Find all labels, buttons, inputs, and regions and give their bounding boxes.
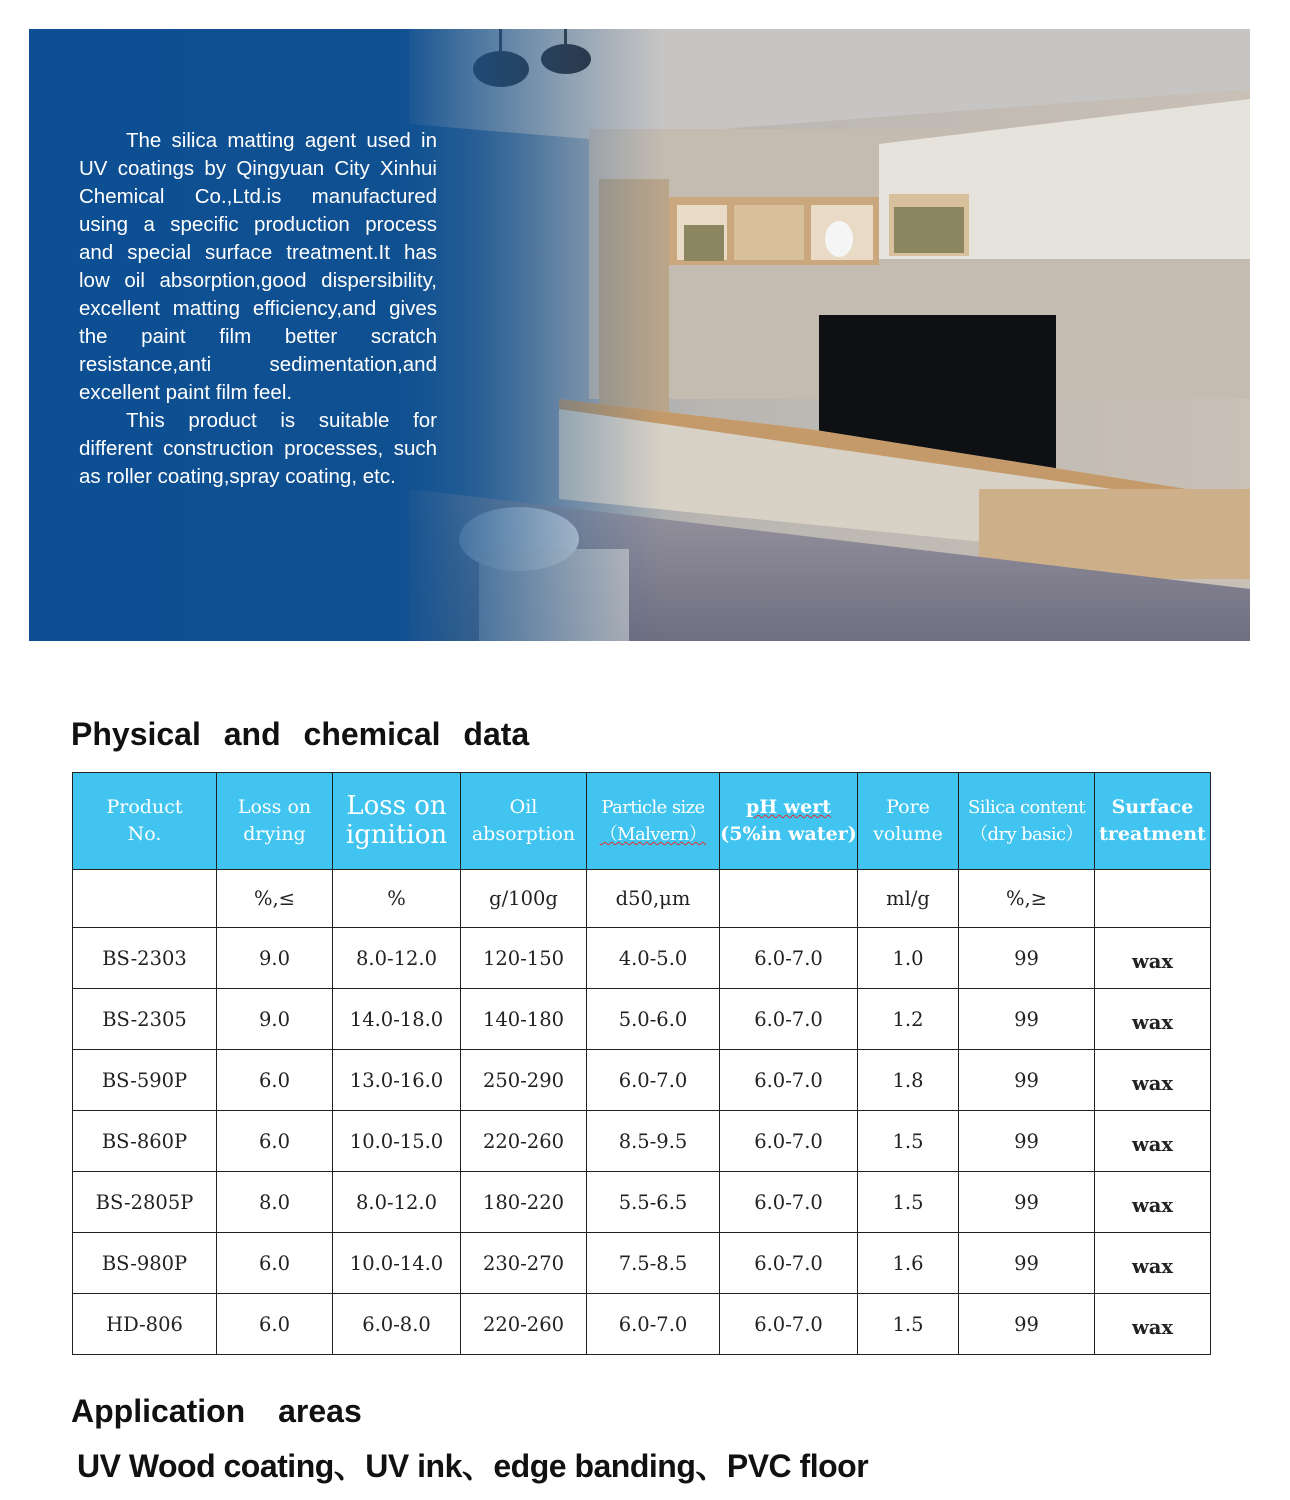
cell-particle: 6.0-7.0 [587,1294,720,1355]
cell-particle: 8.5-9.5 [587,1111,720,1172]
unit-cell: d50,μm [587,870,720,928]
unit-cell: %,≤ [217,870,333,928]
cell-loss-ignition: 8.0-12.0 [333,1172,461,1233]
cell-surface: wax [1095,928,1211,989]
cell-oil: 140-180 [461,989,587,1050]
col-header-surface-treatment: Surface treatment [1095,773,1211,870]
cell-product: BS-980P [73,1233,217,1294]
hero-banner [29,29,1250,641]
table-row [73,1294,1211,1355]
cell-product: BS-2305 [73,989,217,1050]
cell-ph: 6.0-7.0 [720,989,858,1050]
cell-ph: 6.0-7.0 [720,928,858,989]
cell-loss-ignition: 10.0-15.0 [333,1111,461,1172]
table-row [73,1111,1211,1172]
cell-loss-ignition: 10.0-14.0 [333,1233,461,1294]
cell-particle: 7.5-8.5 [587,1233,720,1294]
cell-particle: 6.0-7.0 [587,1050,720,1111]
cell-loss-drying: 8.0 [217,1172,333,1233]
cell-surface: wax [1095,989,1211,1050]
cell-surface: wax [1095,1294,1211,1355]
cell-loss-ignition: 6.0-8.0 [333,1294,461,1355]
cell-pore: 1.5 [858,1294,959,1355]
col-header-loss-on-ignition: Loss on ignition [333,773,461,870]
unit-cell: g/100g [461,870,587,928]
cell-loss-ignition: 14.0-18.0 [333,989,461,1050]
col-header-loss-on-drying: Loss on drying [217,773,333,870]
physical-chemical-table [72,772,1211,1355]
col-header-product-no: Product No. [73,773,217,870]
cell-product: HD-806 [73,1294,217,1355]
cell-loss-drying: 9.0 [217,989,333,1050]
cell-oil: 180-220 [461,1172,587,1233]
cell-ph: 6.0-7.0 [720,1172,858,1233]
cell-oil: 250-290 [461,1050,587,1111]
col-header-particle-size: Particle size （Malvern） [587,773,720,870]
unit-cell [1095,870,1211,928]
cell-silica: 99 [959,928,1095,989]
table-row [73,928,1211,989]
table-header-row [73,773,1211,870]
cell-product: BS-860P [73,1111,217,1172]
cell-particle: 4.0-5.0 [587,928,720,989]
col-header-ph: pH wert (5%in water) [720,773,858,870]
cell-pore: 1.8 [858,1050,959,1111]
cell-silica: 99 [959,989,1095,1050]
cell-loss-drying: 9.0 [217,928,333,989]
cell-product: BS-590P [73,1050,217,1111]
cell-silica: 99 [959,1233,1095,1294]
cell-silica: 99 [959,1111,1095,1172]
table-row [73,989,1211,1050]
cell-silica: 99 [959,1172,1095,1233]
intro-paragraph-2: This product is suitable for different construction processes, such as roller coating,spray coating, etc. [79,409,437,488]
cell-surface: wax [1095,1111,1211,1172]
application-heading: Application areas [71,1393,362,1429]
cell-ph: 6.0-7.0 [720,1294,858,1355]
unit-cell: % [333,870,461,928]
cell-oil: 220-260 [461,1111,587,1172]
col-header-oil-absorption: Oil absorption [461,773,587,870]
cell-loss-drying: 6.0 [217,1294,333,1355]
table-row [73,1172,1211,1233]
cell-surface: wax [1095,1050,1211,1111]
cell-pore: 1.0 [858,928,959,989]
units-row [73,870,1211,928]
cell-particle: 5.5-6.5 [587,1172,720,1233]
cell-silica: 99 [959,1294,1095,1355]
cell-loss-drying: 6.0 [217,1111,333,1172]
cell-loss-drying: 6.0 [217,1050,333,1111]
intro-text [79,127,437,491]
unit-cell: ml/g [858,870,959,928]
table-row [73,1050,1211,1111]
cell-loss-ignition: 13.0-16.0 [333,1050,461,1111]
col-header-silica-content: Silica content （dry basic） [959,773,1095,870]
cell-ph: 6.0-7.0 [720,1050,858,1111]
cell-surface: wax [1095,1172,1211,1233]
application-list: UV Wood coating、UV ink、edge banding、PVC floor [77,1448,869,1484]
unit-cell: %,≥ [959,870,1095,928]
cell-particle: 5.0-6.0 [587,989,720,1050]
table-row [73,1233,1211,1294]
cell-loss-ignition: 8.0-12.0 [333,928,461,989]
cell-pore: 1.2 [858,989,959,1050]
cell-product: BS-2303 [73,928,217,989]
cell-oil: 220-260 [461,1294,587,1355]
unit-cell [73,870,217,928]
col-header-pore-volume: Pore volume [858,773,959,870]
cell-ph: 6.0-7.0 [720,1111,858,1172]
intro-paragraph-1: The silica matting agent used in UV coatings by Qingyuan City Xinhui Chemical Co.,Ltd.is manufactured using a specific production process and special surface treatment.It has low oil absorption,good dispersibility, excellent matting efficiency,and gives the paint film better scratch resistance,anti sedimentation,and excellent paint film feel. [79,129,437,404]
physical-chemical-heading: Physical and chemical data [71,716,530,752]
cell-pore: 1.5 [858,1111,959,1172]
cell-oil: 230-270 [461,1233,587,1294]
cell-silica: 99 [959,1050,1095,1111]
cell-ph: 6.0-7.0 [720,1233,858,1294]
cell-oil: 120-150 [461,928,587,989]
unit-cell [720,870,858,928]
cell-loss-drying: 6.0 [217,1233,333,1294]
cell-surface: wax [1095,1233,1211,1294]
cell-pore: 1.5 [858,1172,959,1233]
cell-pore: 1.6 [858,1233,959,1294]
cell-product: BS-2805P [73,1172,217,1233]
